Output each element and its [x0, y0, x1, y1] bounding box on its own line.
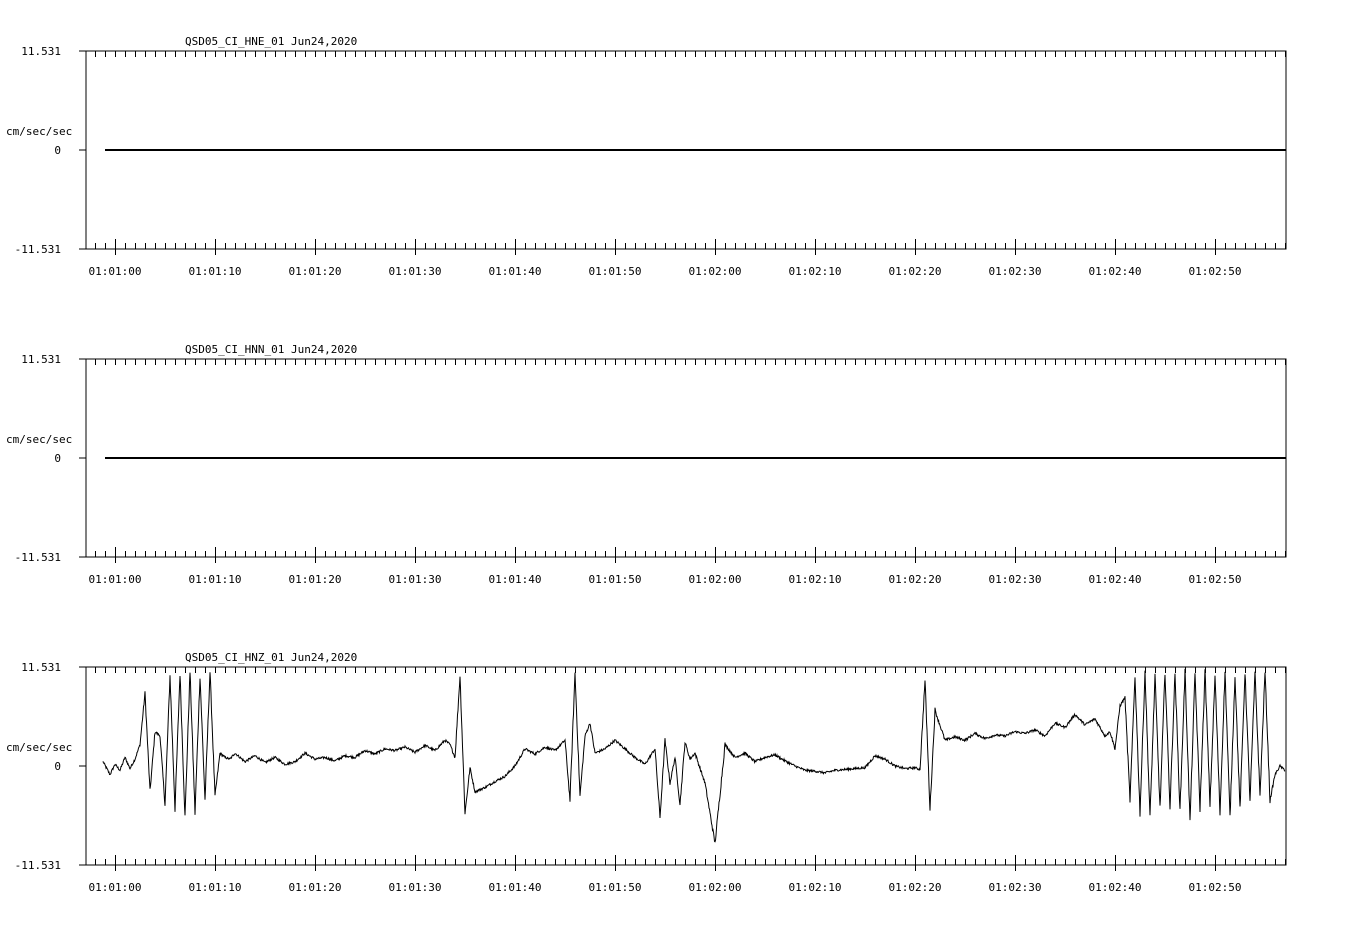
y-tick-label: 11.531 — [21, 45, 61, 58]
x-tick-label: 01:01:40 — [488, 265, 542, 278]
x-tick-label: 01:02:00 — [688, 573, 742, 586]
x-tick-label: 01:01:00 — [88, 265, 142, 278]
panel-1 — [6, 35, 1286, 278]
x-tick-label: 01:01:20 — [288, 573, 342, 586]
x-tick-label: 01:01:00 — [88, 573, 142, 586]
x-tick-label: 01:02:20 — [888, 881, 942, 894]
y-tick-label: -11.531 — [14, 551, 61, 564]
x-tick-label: 01:01:00 — [88, 881, 142, 894]
x-tick-label: 01:01:40 — [488, 881, 542, 894]
x-tick-label: 01:01:50 — [588, 573, 642, 586]
x-tick-label: 01:01:50 — [588, 881, 642, 894]
x-tick-label: 01:02:50 — [1188, 573, 1242, 586]
x-tick-label: 01:02:00 — [688, 265, 742, 278]
panel-title: QSD05_CI_HNN_01 Jun24,2020 — [185, 343, 358, 356]
x-tick-label: 01:02:30 — [988, 573, 1042, 586]
trace-waveform — [103, 669, 1285, 842]
panel-3 — [6, 651, 1286, 894]
panel-title: QSD05_CI_HNZ_01 Jun24,2020 — [185, 651, 358, 664]
y-axis-label: cm/sec/sec — [6, 741, 73, 754]
x-tick-label: 01:02:40 — [1088, 573, 1142, 586]
x-tick-label: 01:01:20 — [288, 265, 342, 278]
y-axis-label: cm/sec/sec — [6, 125, 73, 138]
x-tick-label: 01:01:30 — [388, 881, 442, 894]
x-tick-label: 01:02:50 — [1188, 881, 1242, 894]
x-tick-label: 01:02:10 — [788, 881, 842, 894]
x-tick-label: 01:02:50 — [1188, 265, 1242, 278]
y-axis-label: cm/sec/sec — [6, 433, 73, 446]
x-tick-label: 01:02:20 — [888, 265, 942, 278]
x-tick-label: 01:01:10 — [188, 265, 242, 278]
x-tick-label: 01:01:10 — [188, 573, 242, 586]
y-tick-label: -11.531 — [14, 243, 61, 256]
x-tick-label: 01:01:40 — [488, 573, 542, 586]
x-tick-label: 01:02:20 — [888, 573, 942, 586]
x-tick-label: 01:01:30 — [388, 573, 442, 586]
y-tick-label: 0 — [54, 760, 61, 773]
x-tick-label: 01:02:40 — [1088, 881, 1142, 894]
panel-2 — [6, 343, 1286, 586]
x-tick-label: 01:02:00 — [688, 881, 742, 894]
x-tick-label: 01:02:10 — [788, 265, 842, 278]
y-tick-label: -11.531 — [14, 859, 61, 872]
y-tick-label: 11.531 — [21, 661, 61, 674]
x-tick-label: 01:01:50 — [588, 265, 642, 278]
x-tick-label: 01:01:10 — [188, 881, 242, 894]
x-tick-label: 01:02:40 — [1088, 265, 1142, 278]
panel-title: QSD05_CI_HNE_01 Jun24,2020 — [185, 35, 358, 48]
x-tick-label: 01:02:10 — [788, 573, 842, 586]
plot-frame — [86, 667, 1286, 865]
x-tick-label: 01:01:30 — [388, 265, 442, 278]
y-tick-label: 0 — [54, 452, 61, 465]
x-tick-label: 01:02:30 — [988, 265, 1042, 278]
y-tick-label: 11.531 — [21, 353, 61, 366]
x-tick-label: 01:02:30 — [988, 881, 1042, 894]
y-tick-label: 0 — [54, 144, 61, 157]
x-tick-label: 01:01:20 — [288, 881, 342, 894]
